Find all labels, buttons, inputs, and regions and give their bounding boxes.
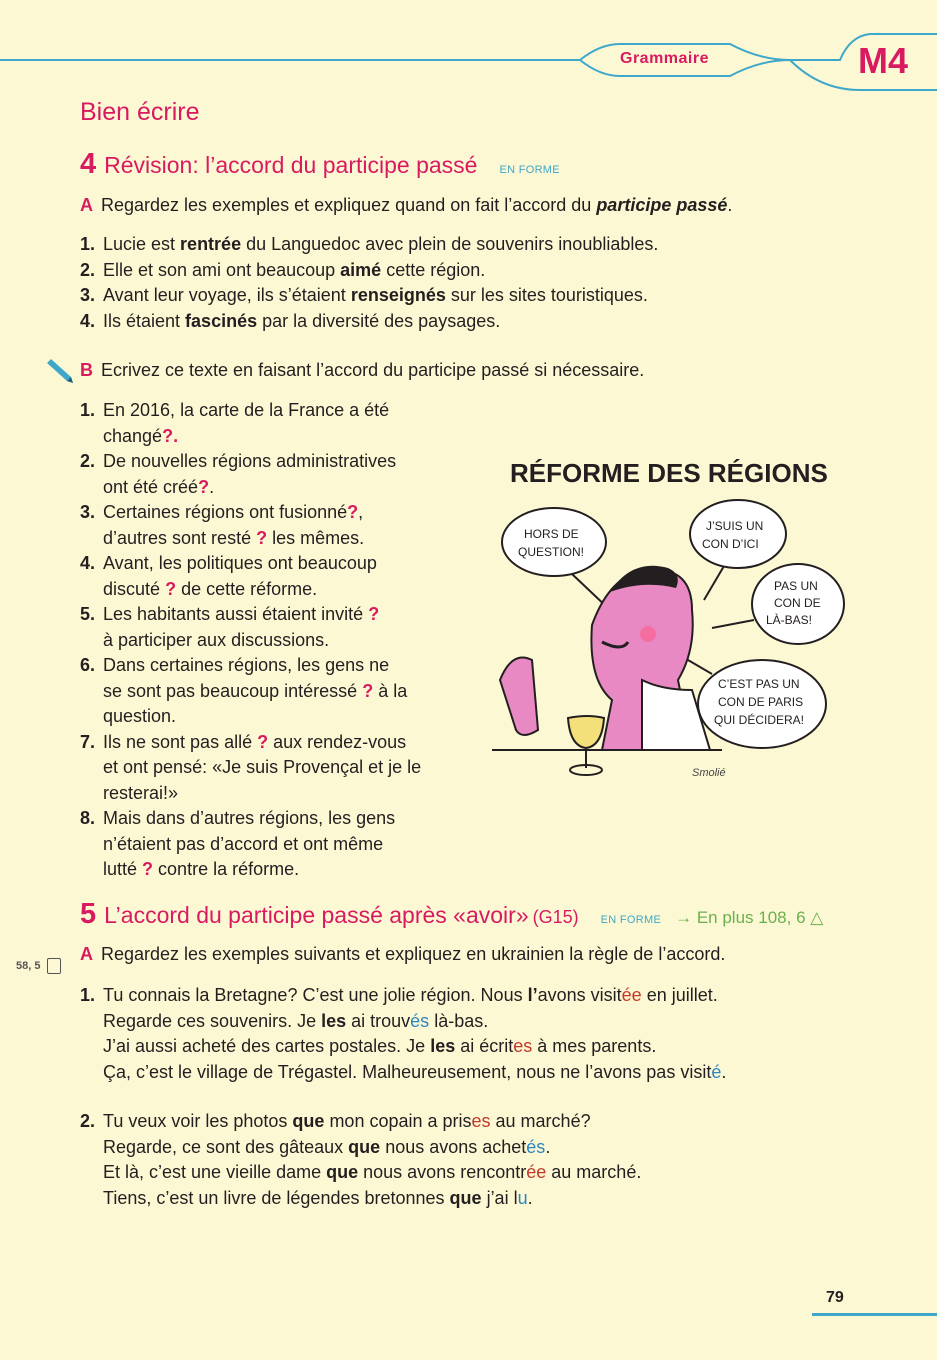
line-text: à mes parents. [532,1036,657,1056]
line-text: J’ai aussi acheté des cartes postales. Je [103,1036,431,1056]
line-text: ai trouv [346,1010,411,1031]
item-text: d’autres sont resté [103,527,252,548]
example-group-5-2 [80,1109,860,1211]
bubble-1-line-1: HORS DE [524,527,579,541]
module-label: M4 [858,40,909,81]
bubble-3-line-2: CON DE [774,596,821,610]
task-text: Ecrivez ce texte en faisant l’accord du participe passé si nécessaire. [101,360,645,380]
item-number: 1. [80,985,96,1005]
side-reference [16,958,61,974]
list-item [80,1109,860,1211]
bubble-2-line-1: J’SUIS UN [706,519,764,533]
item-text: Avant, les politiques ont beaucoup [103,553,377,573]
item-number: 7. [80,731,96,752]
item-number: 2. [80,259,96,280]
line-text: nous avons achet [380,1136,527,1157]
line-text: . [721,1061,727,1082]
item-text: De nouvelles régions administratives [103,451,397,471]
item-text: En 2016, la carte de la France a été [103,400,390,420]
header-banner [0,0,937,100]
line-keyword: que [292,1111,325,1131]
line-text: Regarde ces souvenirs. Je [103,1010,322,1031]
item-text: Ils ne sont pas allé [103,731,253,752]
item-punct: . [173,425,179,446]
blank-marker: ? [165,578,177,599]
page-number-rule [812,1313,937,1316]
cartoon-illustration [492,450,852,790]
item-number: 3. [80,502,96,522]
item-text: Avant leur voyage, ils s’étaient [103,285,351,305]
item-text: question. [103,706,177,726]
item-number: 3. [80,285,96,305]
line-text: nous avons rencontr [358,1162,527,1182]
item-punct: , [358,502,364,522]
page-title: Bien écrire [80,98,200,126]
pencil-icon [44,358,76,386]
item-text: ont été créé [103,476,199,497]
item-text: à participer aux discussions. [103,629,330,650]
task-letter: B [80,360,93,380]
item-text: resterai!» [103,782,179,803]
item-text: aux rendez-vous [268,731,407,752]
line-text: en juillet. [641,985,718,1005]
item-text: cette région. [381,259,486,280]
item-number: 1. [80,234,96,254]
list-item [80,500,450,551]
list-item [80,398,450,449]
character-hand [500,658,538,736]
exercise-list-4b [80,398,450,883]
line-ending: es [471,1111,491,1131]
line-text: Et là, c’est une vieille dame [103,1162,327,1182]
item-keyword: renseignés [350,285,446,305]
line-text: Tiens, c’est un livre de légendes bretonnes [103,1187,450,1208]
task-text: Regardez les exemples suivants et expliquez en ukrainien la règle de l’accord. [101,944,726,964]
list-item [80,232,800,258]
line-ending: es [513,1036,533,1056]
line-text: avons visit [537,985,622,1005]
task-5a [80,944,725,965]
side-reference-text: 58, 5 [16,959,41,972]
exercise-number: 5 [80,898,97,930]
blank-marker: ? [142,859,154,879]
example-group-5-1 [80,983,860,1085]
list-item [80,449,450,500]
line-text: Ça, c’est le village de Trégastel. Malheureusement, nous ne l’avons pas visit [103,1061,712,1082]
line-keyword: que [348,1136,381,1157]
speech-bubble-1 [502,508,606,576]
en-forme-tag: EN FORME [600,914,662,926]
bubble-4-line-1: C’EST PAS UN [718,677,800,691]
blank-marker: ? [256,527,268,548]
line-keyword: que [449,1187,482,1208]
item-text: Certaines régions ont fusionné [103,502,348,522]
list-item [80,309,800,335]
line-text: . [545,1136,551,1157]
list-item [80,983,860,1085]
section-label: Grammaire [620,50,709,67]
line-keyword: les [430,1036,456,1056]
line-text: Tu connais la Bretagne? C’est une jolie région. Nous [103,985,528,1005]
item-text: n’étaient pas d’accord et ont même [103,833,384,854]
task-letter: A [80,944,93,964]
line-text: au marché. [546,1162,642,1182]
item-keyword: rentrée [180,234,242,254]
item-number: 8. [80,808,96,828]
exercise-number: 4 [80,148,97,180]
en-forme-tag: EN FORME [499,164,560,176]
item-text: contre la réforme. [153,859,300,879]
task-text: Regardez les exemples et expliquez quand on fait l’accord du [101,195,597,215]
exercise-5-heading [80,898,823,931]
bubble-3-line-1: PAS UN [774,579,818,593]
grammar-reference: (G15) [532,907,579,927]
item-number: 6. [80,655,96,675]
bubble-4-line-3: QUI DÉCIDERA! [714,713,805,727]
item-text: de cette réforme. [176,578,318,599]
item-number: 5. [80,604,96,624]
item-text: Les habitants aussi étaient invité [103,604,364,624]
cartoon-signature: Smolié [692,767,726,779]
item-text: se sont pas beaucoup intéressé [103,680,358,701]
item-punct: . [209,476,215,497]
item-number: 4. [80,553,96,573]
line-keyword: les [321,1010,347,1031]
item-text: changé [103,425,163,446]
item-number: 2. [80,451,96,471]
item-keyword: fascinés [185,310,258,331]
item-number: 2. [80,1111,96,1131]
bubble-3-line-3: LÀ-BAS! [766,613,813,627]
line-text: au marché? [490,1111,591,1131]
bubble-2-line-2: CON D’ICI [702,537,759,551]
item-text: Dans certaines régions, les gens ne [103,655,390,675]
blank-marker: ? [368,604,380,624]
item-text: Elle et son ami ont beaucoup [103,259,341,280]
line-text: là-bas. [429,1010,489,1031]
item-number: 4. [80,310,96,331]
line-text: j’ai l [481,1187,518,1208]
item-text: discuté [103,578,161,599]
line-keyword: que [326,1162,359,1182]
item-text: Ils étaient [103,310,186,331]
item-number: 1. [80,400,96,420]
line-text: . [527,1187,533,1208]
line-ending: ée [526,1162,547,1182]
item-text: Lucie est [103,234,181,254]
cartoon-title: RÉFORME DES RÉGIONS [510,458,828,488]
bubble-1-line-2: QUESTION! [518,545,585,559]
list-item [80,258,800,284]
item-text: et ont pensé: «Je suis Provençal et je le [103,757,422,777]
blank-marker: ? [347,502,359,522]
line-ending: é [711,1061,722,1082]
exercise-title: Révision: l’accord du participe passé [104,152,478,178]
item-text: les mêmes. [267,527,365,548]
task-4b [80,360,644,381]
book-icon [47,958,61,974]
item-text: à la [373,680,408,701]
line-text: Tu veux voir les photos [103,1111,293,1131]
item-text: par la diversité des paysages. [257,310,501,331]
line-ending: és [410,1010,430,1031]
en-plus-link: → En plus 108, 6 △ [675,908,824,927]
list-item [80,283,800,309]
item-text: lutté [103,859,138,879]
line-ending: u [517,1187,528,1208]
line-text: Regarde, ce sont des gâteaux [103,1136,349,1157]
page-number: 79 [826,1289,844,1306]
task-emphasis: participe passé [596,195,728,215]
speech-bubble-2 [690,500,786,568]
blank-marker: ? [162,425,174,446]
line-text: ai écrit [455,1036,514,1056]
list-item [80,730,450,807]
task-text-end: . [727,195,733,215]
exercise-title: L’accord du participe passé après «avoir» [104,902,529,928]
item-text: sur les sites touristiques. [445,285,648,305]
blank-marker: ? [198,476,210,497]
item-text: Mais dans d’autres régions, les gens [103,808,396,828]
list-item [80,551,450,602]
blank-marker: ? [362,680,374,701]
item-keyword: aimé [340,259,382,280]
line-keyword: l’ [527,985,538,1005]
list-item [80,602,450,653]
exercise-4-heading [80,148,560,181]
list-item [80,806,450,883]
line-text: mon copain a pris [324,1111,472,1131]
wine-glass-icon [568,716,604,748]
list-item [80,653,450,730]
task-4a [80,195,732,216]
task-letter: A [80,195,93,215]
blank-marker: ? [257,731,269,752]
bubble-4-line-2: CON DE PARIS [718,695,804,709]
line-ending: ée [621,985,642,1005]
item-text: du Languedoc avec plein de souvenirs inoubliables. [241,234,659,254]
example-list-4a [80,232,800,334]
line-ending: és [526,1136,546,1157]
